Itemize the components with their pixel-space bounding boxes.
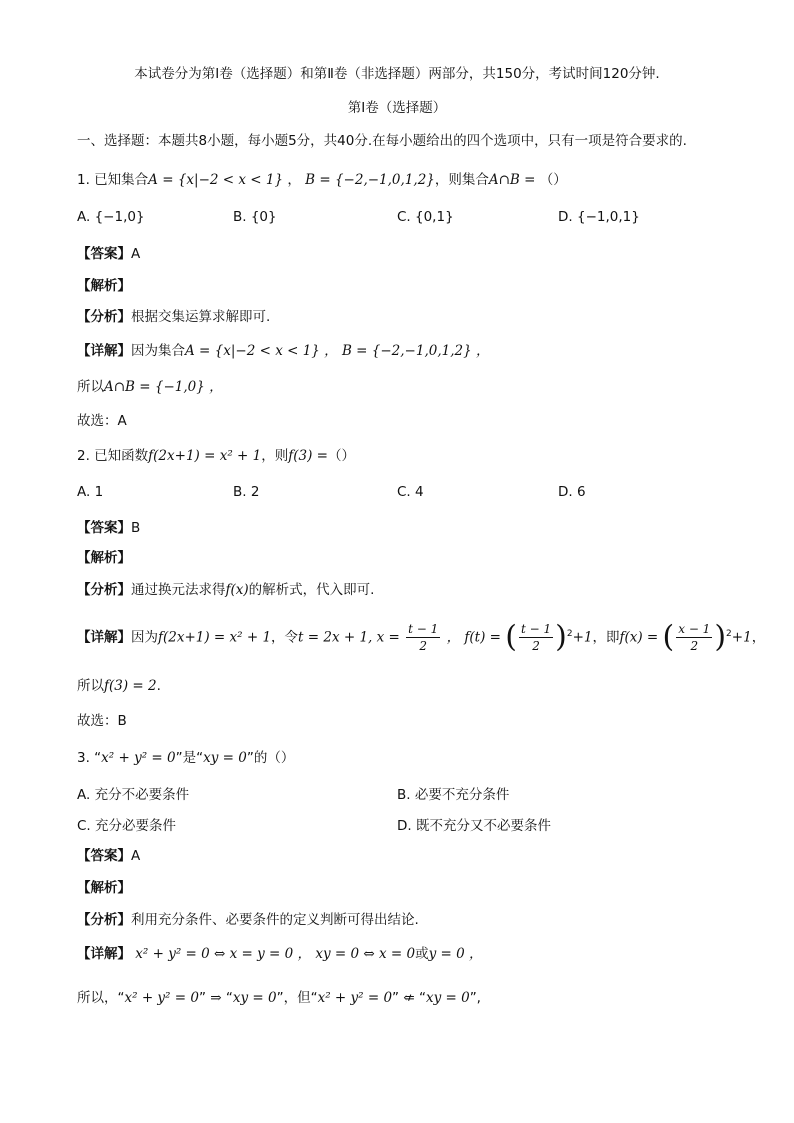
fraction-t [406,621,440,654]
q3-detail [77,944,482,964]
q3-stem-mid: ”是“ [175,750,204,766]
q3-analysis-label [77,878,131,898]
answer-value: B [131,520,141,536]
detail-m3: y = 0 ， [428,946,483,962]
answer-label: 【答案】 [77,520,131,536]
fenxi-text: 根据交集运算求解即可. [131,309,271,325]
detail-or: 或 [415,946,429,962]
detail-m1: f(2x+1) = x² + 1 [158,629,272,646]
q3-option-c: C. 充分必要条件 [77,818,177,834]
detail-m2: xy = 0 ⇔ x = 0 [315,946,416,962]
q3-answer [77,846,140,866]
fraction-numerator: t − 1 [408,622,439,636]
q1-option-c: C. {0,1} [397,209,454,225]
answer-value: A [131,848,141,864]
fenxi-label: 【分析】 [77,912,131,928]
q1-blank: （） [539,172,567,188]
q2-choose: 故选：B [77,713,127,729]
so-end: . [156,678,161,694]
answer-label: 【答案】 [77,848,131,864]
plus-one: +1 [572,629,593,646]
detail-math: A = {x|−2 < x < 1} ， B = {−2,−1,0,1,2} ， [185,343,490,359]
q2-answer [77,518,140,538]
q3-conclusion [77,988,481,1008]
detail-m4: f(x) = [619,629,659,646]
last-q1: “ [225,990,233,1006]
q2-stem-math: f(2x+1) = x² + 1 [148,448,262,464]
last-mid2: ”，但“ [276,990,318,1006]
last-m3: x² + y² = 0 [317,990,393,1006]
analysis-label: 【解析】 [77,278,131,294]
plus-one: +1 [731,629,752,646]
last-m4: xy = 0 [425,990,470,1006]
last-m1: x² + y² = 0 [124,990,199,1006]
q2-stem-mid: ，则 [261,448,289,464]
detail-m3: ， f(t) = [446,629,501,646]
q1-detail [77,341,489,361]
fenxi-prefix: 通过换元法求得 [131,582,226,598]
q1-analysis-label [77,276,131,296]
q1-answer [77,244,140,264]
detail-label: 【详解】 [77,629,131,646]
q1-set-a: A = {x|−2 < x < 1} [148,172,284,188]
last-mid3: ” [392,990,400,1006]
answer-label: 【答案】 [77,246,131,262]
q2-option-d: D. 6 [558,484,586,500]
q2-blank: （） [327,448,355,464]
q2-stem [77,446,355,466]
last-m2: xy = 0 [232,990,277,1006]
q2-option-a: A. 1 [77,484,104,500]
q1-fenxi [77,307,270,327]
analysis-label: 【解析】 [77,880,131,896]
detail-label: 【详解】 [77,946,131,962]
q3-stem-m2: xy = 0 [203,750,247,766]
q3-option-d: D. 既不充分又不必要条件 [397,818,551,834]
q1-so [77,377,223,397]
q2-stem-math2: f(3) = [288,448,328,464]
q3-option-a: A. 充分不必要条件 [77,787,190,803]
q2-analysis-label [77,548,131,568]
q1-option-d: D. {−1,0,1} [558,209,640,225]
fraction-numerator: t − 1 [520,622,552,636]
analysis-label: 【解析】 [77,550,131,566]
q2-so [77,676,161,696]
detail-m2: t = 2x + 1, x = [298,629,400,646]
q3-stem-suffix: ”的（） [246,750,295,766]
q1-option-a: A. {−1,0} [77,209,145,225]
q3-stem-m1: x² + y² = 0 [101,750,176,766]
q1-choose: 故选：A [77,413,127,429]
so-prefix: 所以 [77,678,104,694]
q1-set-b: B = {−2,−1,0,1,2} [305,172,435,188]
q1-stem: 1. 已知集合A = {x|−2 < x < 1} ， B = {−2,−1,0,1,2}，则集合A∩B = （） [77,172,567,188]
detail-then: ，即 [592,629,620,646]
detail-label: 【详解】 [77,343,131,359]
implies-arrow: ⇒ [210,990,222,1006]
q2-detail: 【详解】因为f(2x+1) = x² + 1，令t = 2x + 1, x = $\frac{t - 1}{2}$ ， f(t) = ( $\frac{t - 1}{2}$ )$^2$+1，即f(x) = ( $\frac{x - 1}{2}$ )$^2$+1， [77,619,766,655]
detail-prefix: 因为集合 [131,343,185,359]
detail-m1: x² + y² = 0 ⇔ x = y = 0 ， [135,946,312,962]
q1-stem-suffix: ，则集合 [434,172,489,188]
answer-value: A [131,246,141,262]
detail-prefix: 因为 [131,629,158,646]
fraction-denominator: 2 [419,639,428,653]
q3-fenxi [77,910,419,930]
fenxi-suffix: 的解析式，代入即可. [248,582,375,598]
last-mid1: ” [198,990,206,1006]
q2-option-c: C. 4 [397,484,424,500]
fenxi-label: 【分析】 [77,309,131,325]
so-prefix: 所以 [77,379,104,395]
q2-stem-prefix: 2. 已知函数 [77,448,149,464]
detail-let: ，令 [271,629,299,646]
fenxi-label: 【分析】 [77,582,131,598]
q2-fenxi [77,580,374,600]
fenxi-math: f(x) [225,582,249,598]
fraction-x [676,621,712,654]
not-implies-arrow: ⇍ [403,990,415,1006]
section-heading: 一、选择题：本题共8小题，每小题5分，共40分.在每小题给出的四个选项中，只有一项是符合要求的. [77,133,687,149]
intro-text: 本试卷分为第Ⅰ卷（选择题）和第Ⅱ卷（非选择题）两部分，共150分，考试时间120分钟. [134,66,660,82]
fraction-t2 [519,621,553,654]
so-math: f(3) = 2 [104,678,157,694]
last-prefix: 所以，“ [77,990,125,1006]
so-math: A∩B = {−1,0} ， [104,379,223,395]
fraction-numerator: x − 1 [678,622,711,636]
part-title: 第Ⅰ卷（选择题） [347,100,447,116]
q1-option-b: B. {0} [233,209,277,225]
fraction-denominator: 2 [532,639,540,653]
q3-option-b: B. 必要不充分条件 [397,787,510,803]
q2-option-b: B. 2 [233,484,260,500]
last-end: ”, [469,990,481,1006]
q3-stem-prefix: 3. “ [77,750,102,766]
q1-stem-prefix: 1. 已知集合 [77,172,149,188]
q3-stem [77,748,294,768]
fraction-denominator: 2 [690,639,699,653]
last-q2: “ [418,990,426,1006]
fenxi-text: 利用充分条件、必要条件的定义判断可得出结论. [131,912,419,928]
q1-expr: A∩B = [488,172,536,188]
